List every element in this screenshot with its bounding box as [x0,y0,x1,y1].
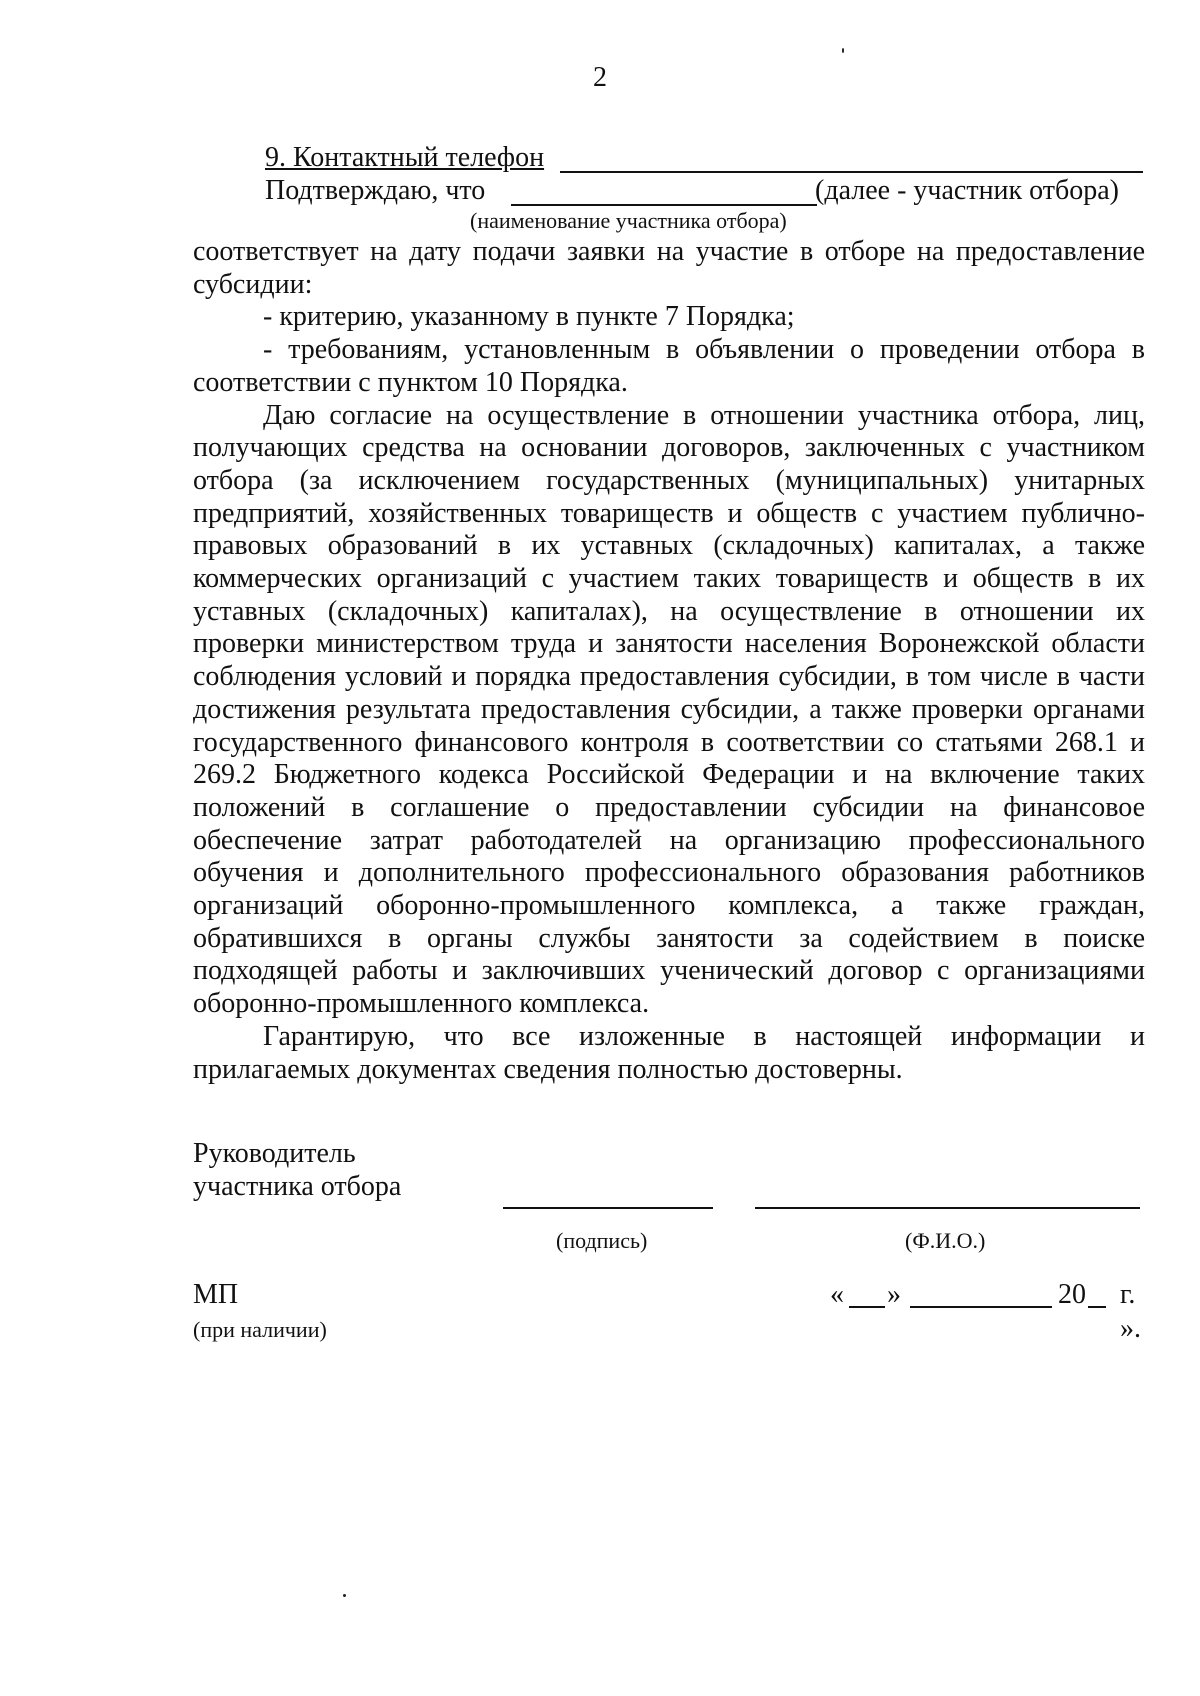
full-name-field[interactable] [755,1207,1140,1209]
date-close-quote: » [887,1279,901,1310]
main-body [193,236,1145,1086]
signature-caption: (подпись) [556,1228,648,1253]
date-year-prefix: 20 [1058,1279,1086,1310]
scan-speck [343,1594,346,1597]
scan-speck [842,48,844,53]
page-number: 2 [593,62,607,93]
paragraph-requirements: - требованиям, установленным в объявлении о проведении отбора в соответствии с пунктом 10 Порядка. [193,334,1145,398]
stamp-note: (при наличии) [193,1317,327,1342]
paragraph-consent: Даю согласие на осуществление в отношении участника отбора, лиц, получающих средства на основании договоров, заключенных с участником отбора (за исключением государственных (муниципальных) унитарных предприятий, хозяйственных товариществ и обществ с участием публично-правовых образований в их уставных (складочных) капиталах, а также коммерческих организаций с участием таких товариществ и обществ в их уставных (складочных) капиталах), на осуществление в отношении их проверки министерством труда и занятости населения Воронежской области соблюдения условий и порядка предоставления субсидии, в том числе в части достижения результата предоставления субсидии, а также проверки органами государственного финансового контроля в соответствии со статьями 268.1 и 269.2 Бюджетного кодекса Российской Федерации и на включение таких положений в соглашение о предоставлении субсидии на финансовое обеспечение затрат работодателей на организацию профессионального обучения и дополнительного профессионального образования работников организаций оборонно-промышленного комплекса, а также граждан, обратившихся в органы службы занятости за содействием в поиске подходящей работы и заключивших ученический договор с организациями оборонно-промышленного комплекса. [193,399,1145,1020]
confirm-lead: Подтверждаю, что [265,175,486,206]
date-open-quote: « [830,1279,844,1310]
paragraph-criterion: - критерию, указанному в пункте 7 Порядка; [263,301,795,333]
signatory-role-line1: Руководитель [193,1138,356,1169]
full-name-caption: (Ф.И.О.) [905,1228,986,1253]
signature-field[interactable] [503,1207,713,1209]
stamp-label: МП [193,1279,239,1310]
date-day-field[interactable] [849,1306,885,1308]
participant-name-caption: (наименование участника отбора) [470,208,787,233]
contact-phone-field[interactable] [560,171,1143,173]
contact-phone-label: 9. Контактный телефон [265,142,545,173]
confirm-tail: (далее - участник отбора) [815,175,1120,206]
date-closing: ». [1120,1313,1141,1344]
date-year-field[interactable] [1088,1306,1106,1308]
date-year-suffix: г. [1120,1279,1136,1310]
paragraph-compliance: соответствует на дату подачи заявки на участие в отборе на предоставление субсидии: [193,236,1145,300]
participant-name-field[interactable] [511,204,817,206]
paragraph-guarantee: Гарантирую, что все изложенные в настоящей информации и прилагаемых документах сведения полностью достоверны. [193,1020,1145,1085]
signatory-role-line2: участника отбора [193,1171,402,1202]
date-month-field[interactable] [910,1306,1052,1308]
